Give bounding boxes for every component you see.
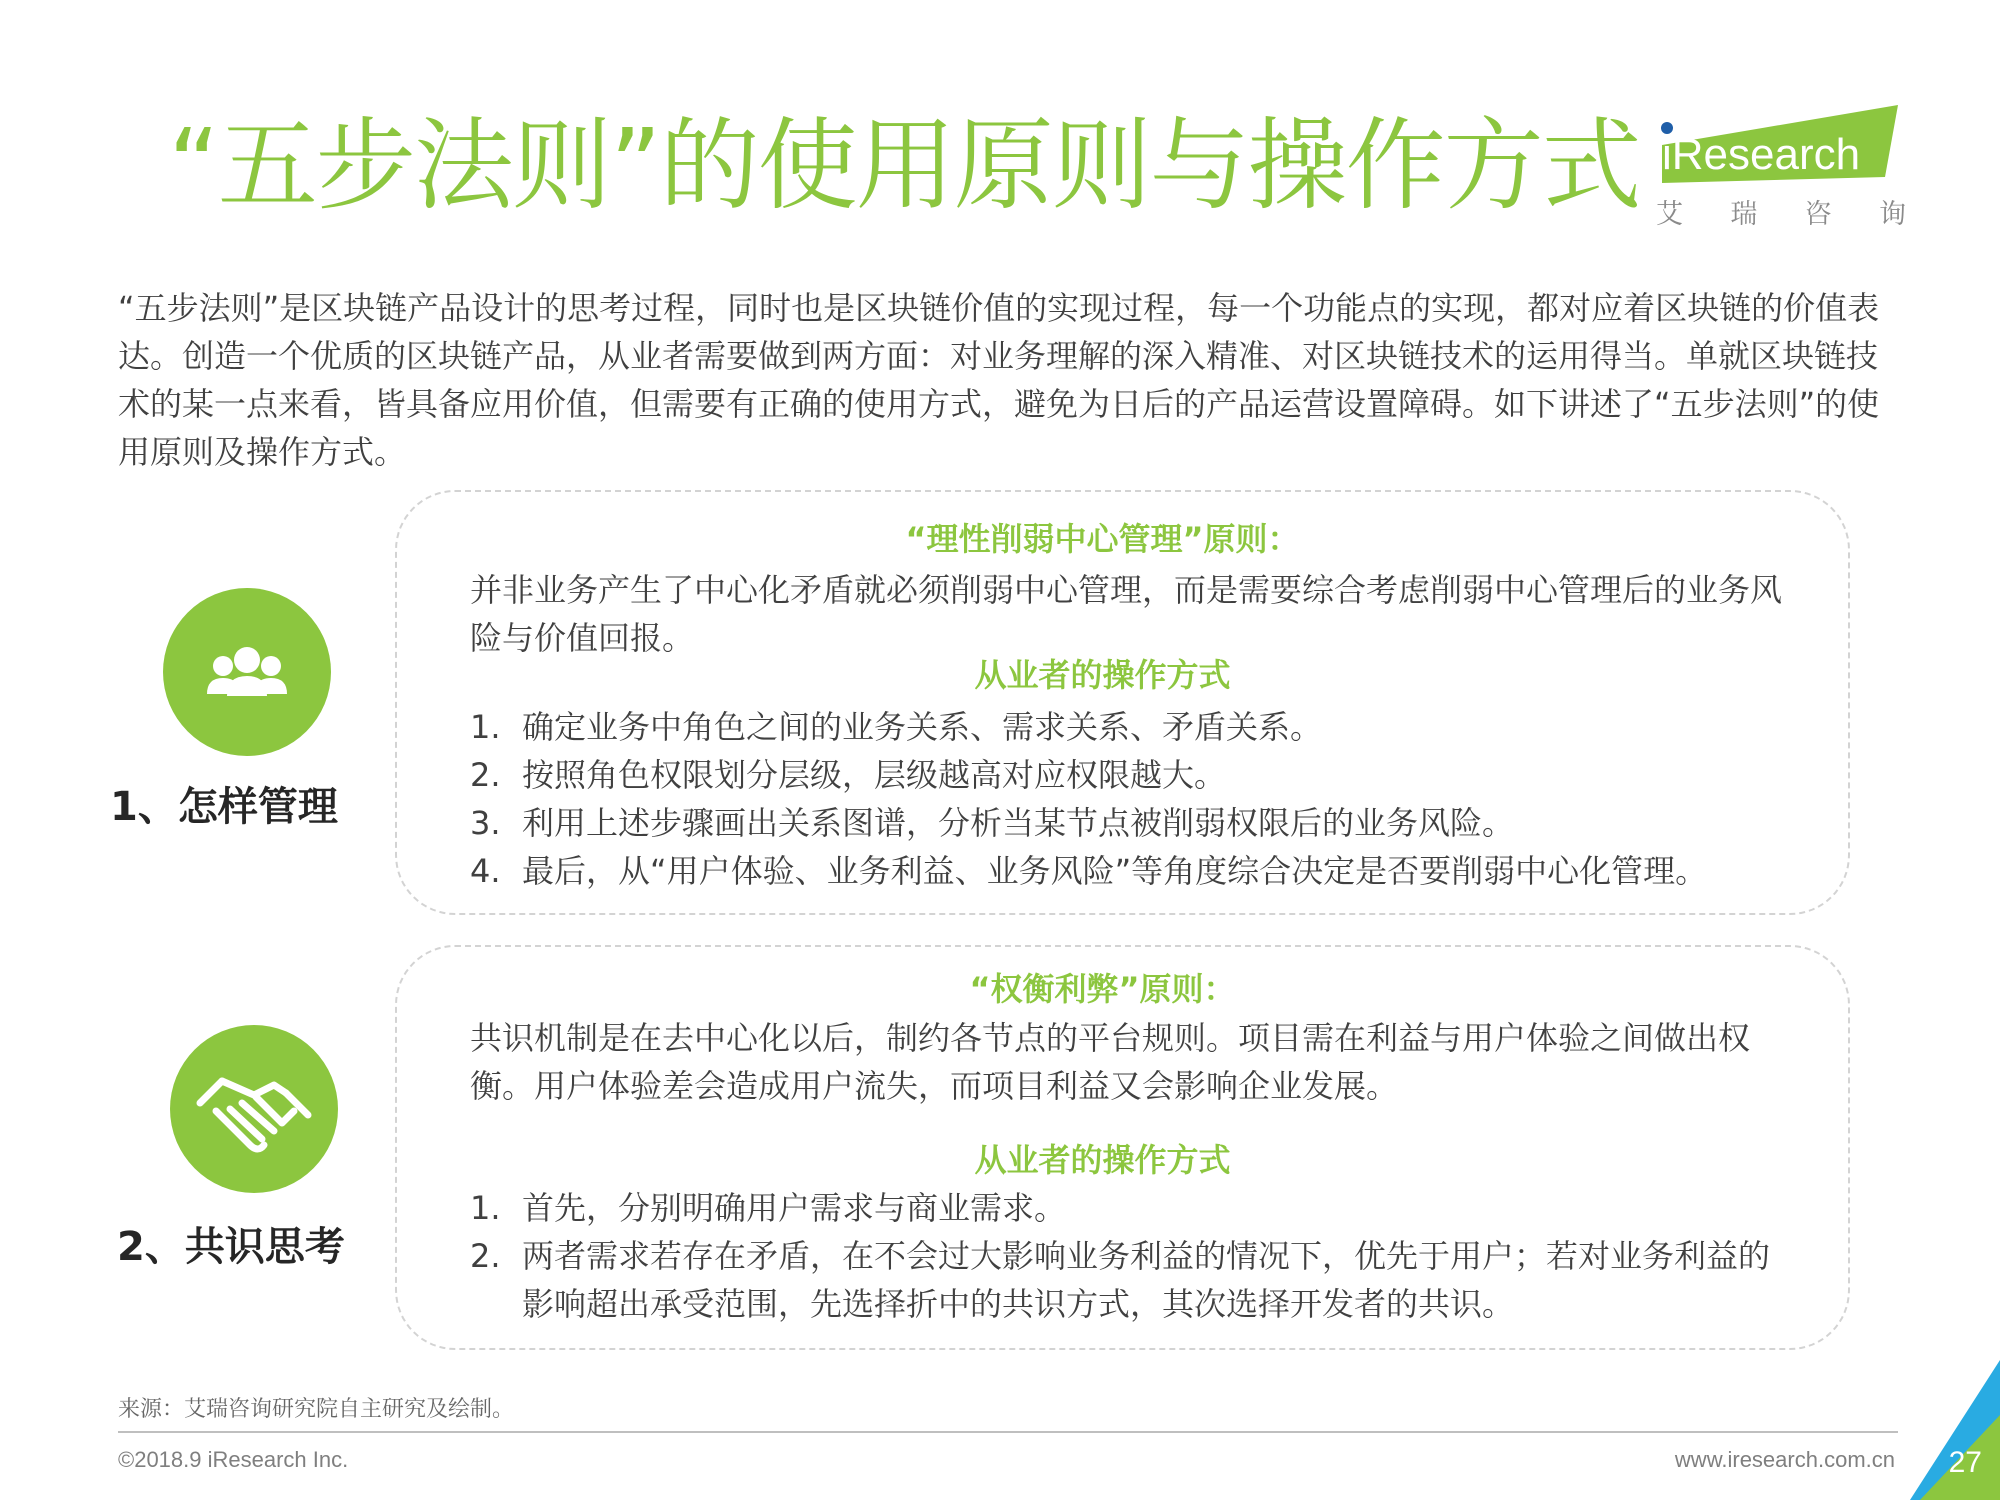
list-item: 3. 利用上述步骤画出关系图谱，分析当某节点被削弱权限后的业务风险。 (470, 804, 1515, 842)
ops-title-1: 从业者的操作方式 (974, 656, 1231, 694)
logo-text: iResearch (1662, 130, 1861, 179)
section-label-2: 2、共识思考 (117, 1224, 345, 1270)
principle-title-1: “理性削弱中心管理”原则： (905, 520, 1300, 558)
steps-list-2 (470, 1184, 1850, 1328)
page-title: “五步法则”的使用原则与操作方式 (168, 107, 1640, 224)
intro-paragraph: “五步法则”是区块链产品设计的思考过程，同时也是区块链价值的实现过程，每一个功能点的实现，都对应着区块链的价值表达。创造一个优质的区块链产品，从业者需要做到两方面：对业务理解的深入精准、对区块链技术的运用得当。单就区块链技术的某一点来看，皆具备应用价值，但需要有正确的使用方式，避免为日后的产品运营设置障碍。如下讲述了“五步法则”的使用原则及操作方式。 (118, 289, 1880, 471)
ops-title-2: 从业者的操作方式 (974, 1141, 1231, 1179)
list-item: 4. 最后，从“用户体验、业务利益、业务风险”等角度综合决定是否要削弱中心化管理。 (470, 852, 1708, 890)
principle-text-1: 并非业务产生了中心化矛盾就必须削弱中心管理，而是需要综合考虑削弱中心管理后的业务风险与价值回报。 (470, 571, 1783, 657)
website-url: www.iresearch.com.cn (1674, 1447, 1895, 1472)
people-group-icon (163, 588, 331, 756)
section-label-1: 1、怎样管理 (110, 784, 338, 830)
list-item: 1. 确定业务中角色之间的业务关系、需求关系、矛盾关系。 (470, 708, 1323, 746)
handshake-icon (170, 1025, 338, 1193)
principle-text-2: 共识机制是在去中心化以后，制约各节点的平台规则。项目需在利益与用户体验之间做出权衡。用户体验差会造成用户流失，而项目利益又会影响企业发展。 (470, 1019, 1751, 1105)
copyright: ©2018.9 iResearch Inc. (118, 1447, 349, 1472)
list-item: 1. 首先，分别明确用户需求与商业需求。 (470, 1189, 1067, 1227)
list-item: 2. 两者需求若存在矛盾，在不会过大影响业务利益的情况下，优先于用户；若对业务利益的影响超出承受范围，先选择折中的共识方式，其次选择开发者的共识。 (470, 1237, 1771, 1323)
source-note: 来源：艾瑞咨询研究院自主研究及绘制。 (118, 1397, 515, 1422)
list-item: 2. 按照角色权限划分层级，层级越高对应权限越大。 (470, 756, 1227, 794)
principle-title-2: “权衡利弊”原则： (969, 970, 1236, 1008)
logo-subtitle: 艾 瑞 咨 询 (1656, 199, 1906, 230)
page-number: 27 (1948, 1446, 1982, 1479)
footer-divider (118, 1431, 1898, 1433)
steps-list-1 (470, 703, 1850, 895)
